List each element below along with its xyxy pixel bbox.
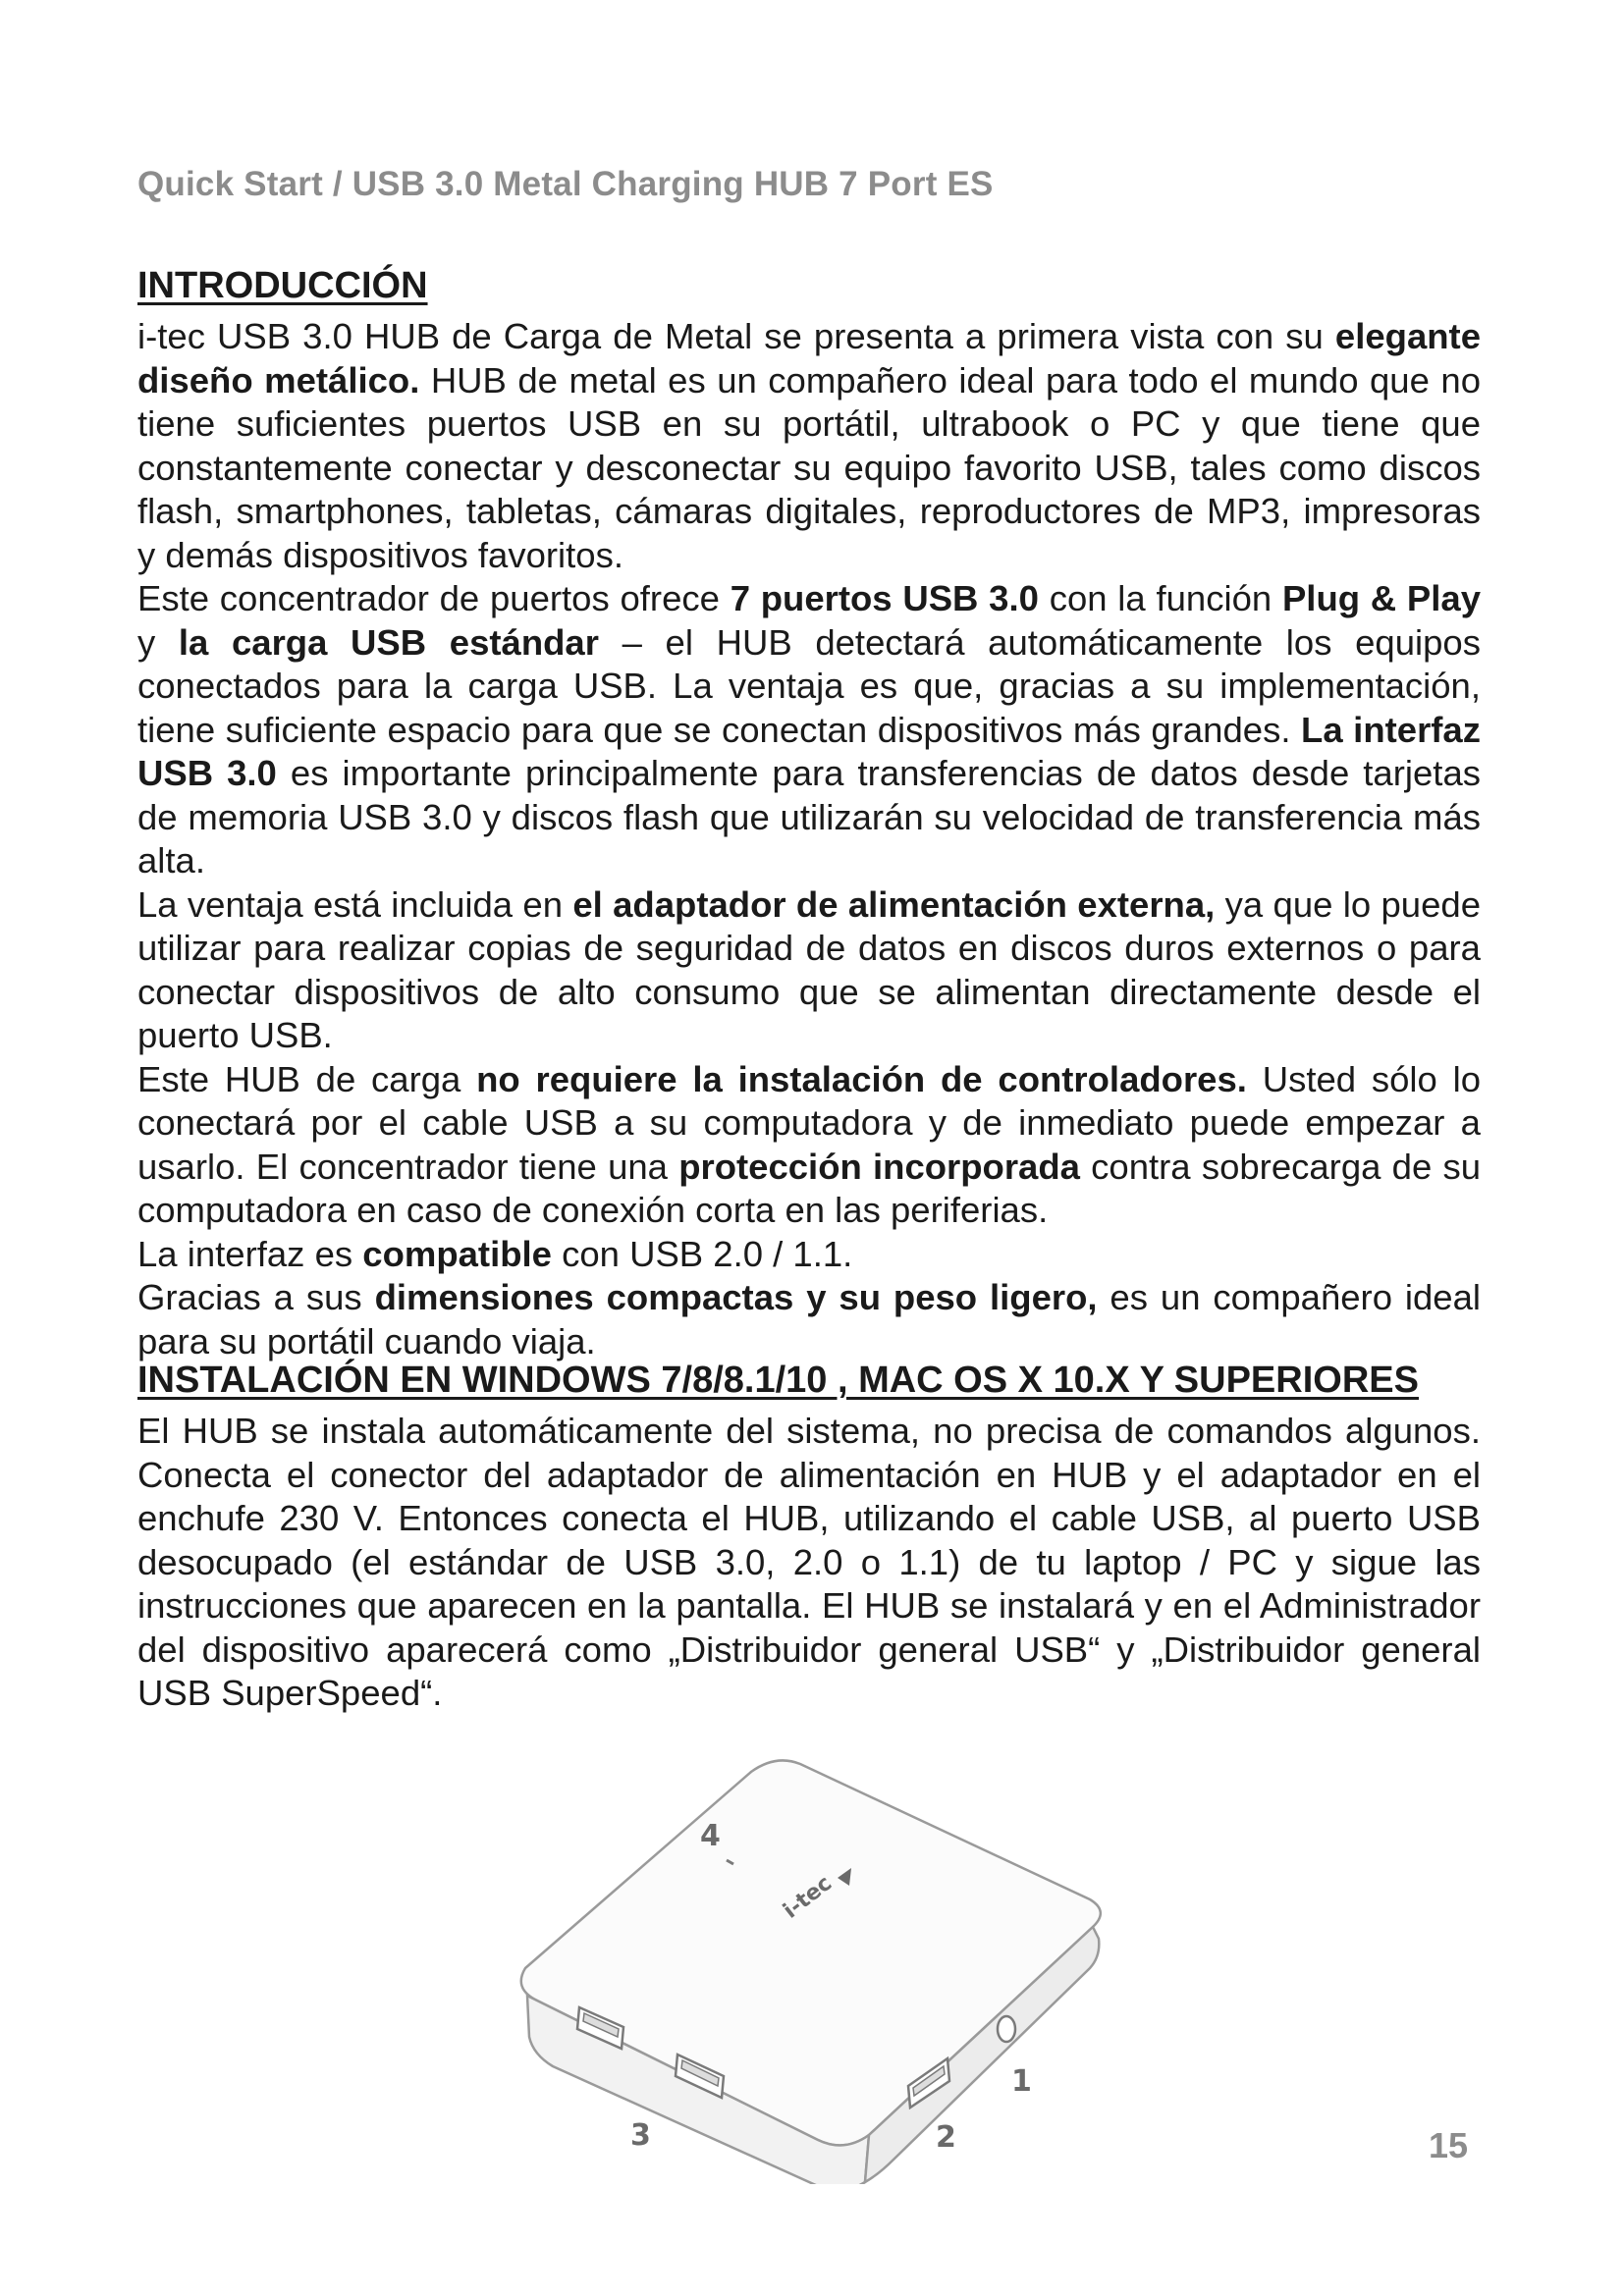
text-run: La ventaja está incluida en [137, 883, 573, 925]
intro-heading: INTRODUCCIÓN [137, 265, 428, 306]
install-section [137, 1360, 1481, 1716]
text-run: Usted sólo lo conectará por el cable USB a su computadora y de inmediato puede empezar a usarlo. El concentrador tiene una [137, 1058, 1481, 1187]
text-run: El HUB se instala automáticamente del sistema, no precisa de comandos algunos. Conecta el conector del adaptador de alimentación en HUB y el adaptador en el enchufe 230 V. Entonces conecta el HUB, utilizando el cable USB, al puerto USB desocupado (el estándar de USB 3.0, 2.0 o 1.1) de tu laptop / PC y sigue las instrucciones que aparecen en la pantalla. El HUB se instalará y en el Administrador del dispositivo aparecerá como „Distribuidor general USB“ y „Distribuidor general USB SuperSpeed“. [137, 1411, 1481, 1713]
bold-text: protección incorporada [678, 1146, 1080, 1187]
bold-text: el adaptador de alimentación externa, [572, 883, 1216, 925]
text-run: – el HUB detectará automáticamente los equipos conectados para la carga USB. La ventaja es que, gracias a su implementación, tiene suficiente espacio para que se conectan dispositivos más grandes. [137, 621, 1481, 750]
bold-text: elegante diseño metálico. [137, 316, 1481, 400]
bold-text: Plug & Play [1281, 578, 1481, 618]
text-run: contra sobrecarga de su computadora en caso de conexión corta en las periferias. [137, 1146, 1482, 1230]
paragraph [137, 1233, 1481, 1277]
install-body [137, 1410, 1481, 1716]
bold-text: compatible [362, 1233, 552, 1274]
intro-body [137, 315, 1481, 1363]
text-run: es un compañero ideal para su portátil cuando viaja. [137, 1277, 1482, 1362]
paragraph [137, 1276, 1481, 1363]
hub-logo: i-tec [779, 1871, 838, 1924]
bold-text: la carga USB estándar [178, 621, 599, 663]
text-run: Este concentrador de puertos ofrece [137, 578, 731, 618]
bold-text: La interfaz USB 3.0 [137, 709, 1481, 793]
paragraph [137, 883, 1481, 1058]
bold-text: 7 puertos USB 3.0 [730, 578, 1039, 618]
paragraph [137, 577, 1481, 883]
text-run: y [137, 621, 179, 663]
usb-hub-illustration [506, 1742, 1114, 2184]
callout-1: 1 [1011, 2064, 1032, 2099]
top-port-label: 4 [700, 1819, 721, 1853]
text-run: con la función [1038, 578, 1282, 618]
bold-text: no requiere la instalación de controladores. [476, 1058, 1247, 1099]
intro-section [137, 265, 1481, 1363]
callout-3: 3 [630, 2118, 651, 2153]
paragraph [137, 315, 1481, 577]
text-run: Este HUB de carga [137, 1058, 477, 1099]
paragraph [137, 1410, 1481, 1716]
text-run: Gracias a sus [137, 1277, 375, 1317]
text-run: ya que lo puede utilizar para realizar copias de seguridad de datos en discos duros externos o para conectar dispositivos de alto consumo que se alimentan directamente desde el puerto USB. [137, 883, 1481, 1055]
text-run: HUB de metal es un compañero ideal para todo el mundo que no tiene suficientes puertos USB en su portátil, ultrabook o PC y que tiene que constantemente conectar y desconectar su equipo favorito USB, tales como discos flash, smartphones, tabletas, cámaras digitales, reproductores de MP3, impresoras y demás dispositivos favoritos. [137, 359, 1481, 575]
text-run: i-tec USB 3.0 HUB de Carga de Metal se presenta a primera vista con su [137, 316, 1335, 356]
text-run: es importante principalmente para transferencias de datos desde tarjetas de memoria USB 3.0 y discos flash que utilizarán su velocidad de transferencia más alta. [137, 753, 1481, 881]
document-header: Quick Start / USB 3.0 Metal Charging HUB 7 Port ES [137, 165, 994, 203]
text-run: con USB 2.0 / 1.1. [551, 1233, 853, 1274]
usb-hub-drawing [506, 1742, 1114, 2184]
callout-2: 2 [936, 2120, 956, 2155]
text-run: La interfaz es [137, 1233, 363, 1274]
power-jack [998, 2016, 1015, 2042]
page-number: 15 [1429, 2125, 1469, 2165]
bold-text: dimensiones compactas y su peso ligero, [374, 1277, 1098, 1317]
install-heading: INSTALACIÓN EN WINDOWS 7/8/8.1/10 , MAC OS X 10.X Y SUPERIORES [137, 1360, 1419, 1401]
paragraph [137, 1058, 1481, 1233]
